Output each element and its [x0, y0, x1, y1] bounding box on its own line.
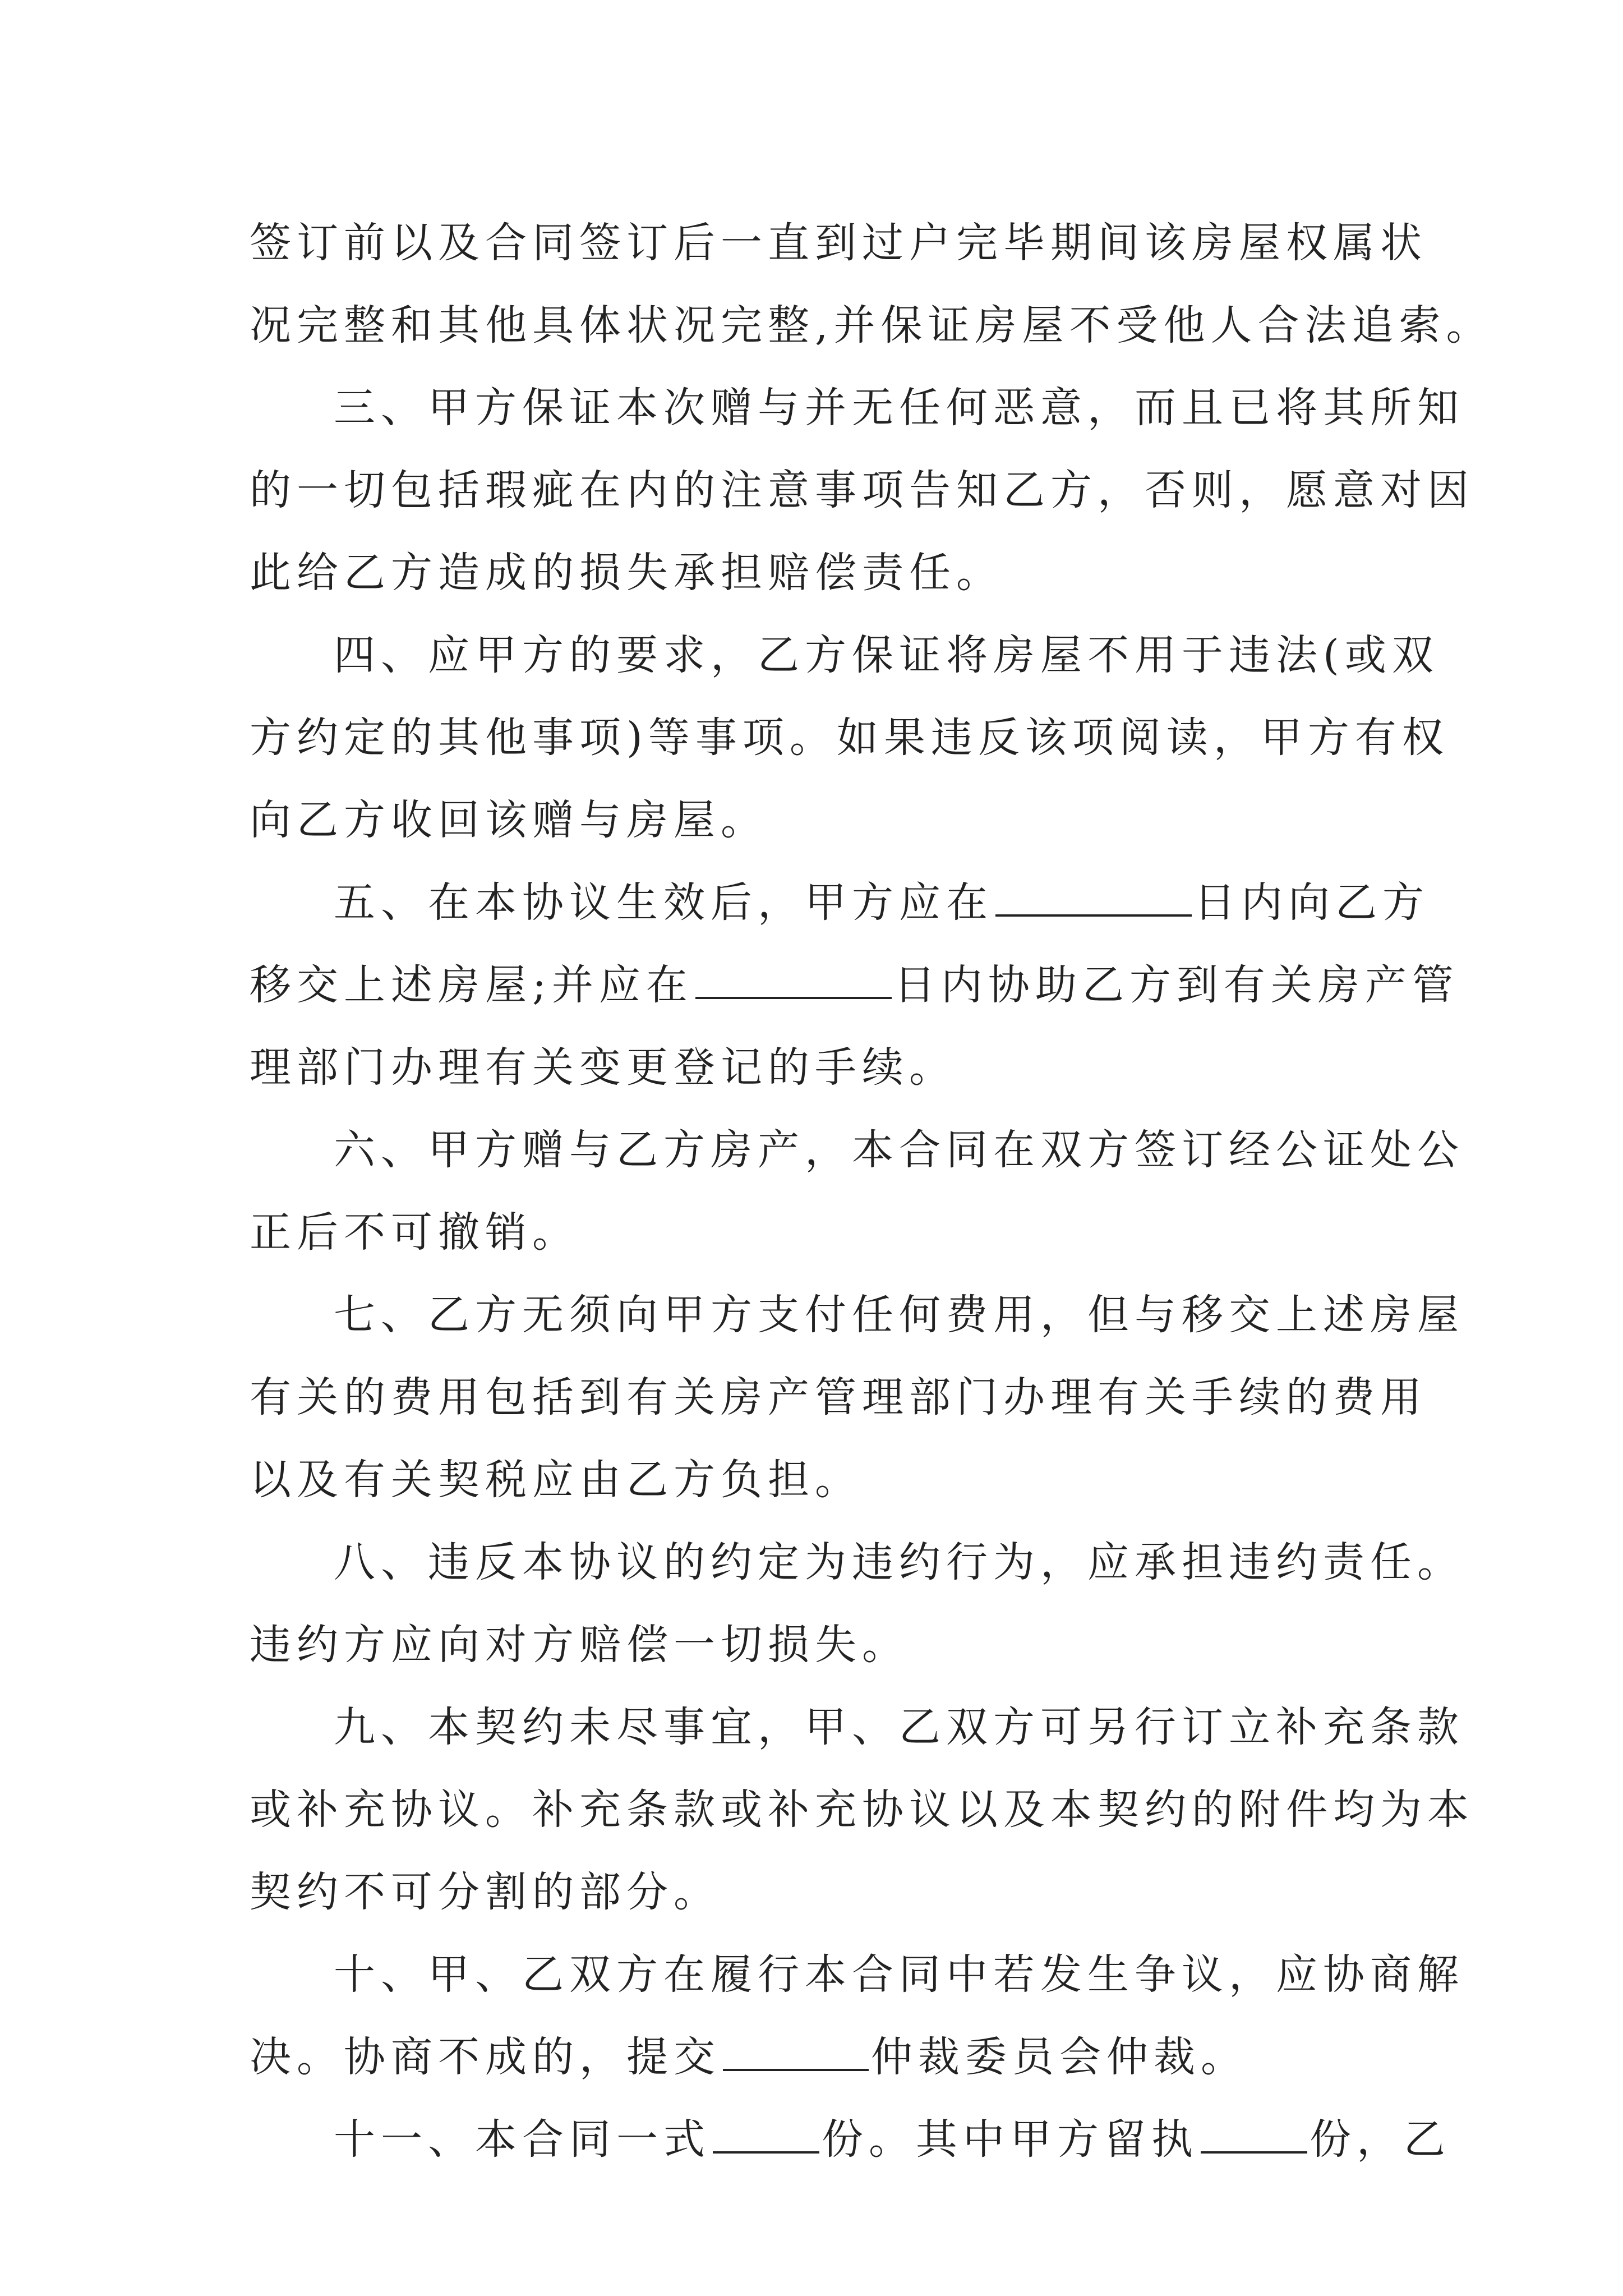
text-line	[250, 1027, 1444, 1109]
text-line	[250, 1769, 1474, 1851]
text-line	[250, 1851, 1444, 1934]
line-text: 违约方应向对方赔偿一切损失。	[250, 1621, 909, 1669]
text-line	[250, 2016, 1444, 2099]
clause-7-line	[250, 1274, 1464, 1356]
clause-6-line	[250, 1109, 1464, 1191]
line-text: 此给乙方造成的损失承担赔偿责任。	[250, 549, 1003, 597]
clause-8-line	[250, 1521, 1464, 1604]
clause-10-line	[250, 1934, 1464, 2016]
text-line	[250, 1604, 1444, 1686]
text-line	[250, 284, 1493, 367]
clause-3-line	[250, 367, 1464, 449]
line-text: 份。其中甲方留执	[822, 2115, 1198, 2164]
days-blank-field[interactable]	[695, 958, 892, 999]
text-line	[250, 1439, 1444, 1521]
days-blank-field[interactable]	[995, 875, 1192, 917]
line-text: 移交上述房屋;并应在	[250, 961, 693, 1009]
copies-blank-field[interactable]	[1201, 2112, 1307, 2154]
line-text: 况完整和其他具体状况完整,并保证房屋不受他人合法追索。	[250, 301, 1493, 349]
line-text: 签订前以及合同签订后一直到过户完毕期间该房屋权属状	[250, 219, 1427, 267]
clause-9-line	[250, 1686, 1464, 1769]
line-text: 九、本契约未尽事宜，甲、乙双方可另行订立补充条款	[334, 1703, 1464, 1751]
line-text: 七、乙方无须向甲方支付任何费用，但与移交上述房屋	[334, 1291, 1464, 1339]
line-text: 契约不可分割的部分。	[250, 1868, 721, 1916]
line-text: 仲裁委员会仲裁。	[871, 2033, 1248, 2081]
line-text: 日内向乙方	[1194, 878, 1430, 927]
line-text: 十、甲、乙双方在履行本合同中若发生争议，应协商解	[334, 1950, 1464, 1999]
line-text: 方约定的其他事项)等事项。如果违反该项阅读，甲方有权	[250, 714, 1449, 762]
text-line	[250, 202, 1444, 284]
text-line	[250, 449, 1474, 532]
line-text: 十一、本合同一式	[334, 2115, 711, 2164]
contract-body	[250, 202, 1493, 2181]
clause-11-line	[250, 2099, 1451, 2181]
clause-5-line	[250, 862, 1444, 944]
line-text: 五、在本协议生效后，甲方应在	[334, 878, 993, 927]
line-text: 或补充协议。补充条款或补充协议以及本契约的附件均为本	[250, 1786, 1474, 1834]
line-text: 八、违反本协议的约定为违约行为，应承担违约责任。	[334, 1538, 1464, 1586]
line-text: 四、应甲方的要求，乙方保证将房屋不用于违法(或双	[334, 631, 1439, 679]
text-line	[250, 697, 1449, 779]
line-text: 的一切包括瑕疵在内的注意事项告知乙方，否则，愿意对因	[250, 466, 1474, 514]
text-line	[250, 779, 1444, 862]
text-line	[250, 1191, 1444, 1274]
line-text: 正后不可撤销。	[250, 1208, 579, 1257]
line-text: 三、甲方保证本次赠与并无任何恶意，而且已将其所知	[334, 384, 1464, 432]
line-text: 理部门办理有关变更登记的手续。	[250, 1043, 956, 1092]
line-text: 份，乙	[1310, 2115, 1451, 2164]
copies-blank-field[interactable]	[713, 2112, 819, 2154]
line-text: 决。协商不成的，提交	[250, 2033, 721, 2081]
line-text: 有关的费用包括到有关房产管理部门办理有关手续的费用	[250, 1373, 1427, 1421]
text-line	[250, 944, 1459, 1027]
arbitration-commission-blank-field[interactable]	[723, 2030, 869, 2071]
text-line	[250, 532, 1444, 614]
line-text: 日内协助乙方到有关房产管	[893, 961, 1459, 1009]
line-text: 六、甲方赠与乙方房产，本合同在双方签订经公证处公	[334, 1126, 1464, 1174]
line-text: 向乙方收回该赠与房屋。	[250, 796, 768, 844]
line-text: 以及有关契税应由乙方负担。	[250, 1456, 862, 1504]
text-line	[250, 1356, 1444, 1439]
clause-4-line	[250, 614, 1444, 697]
